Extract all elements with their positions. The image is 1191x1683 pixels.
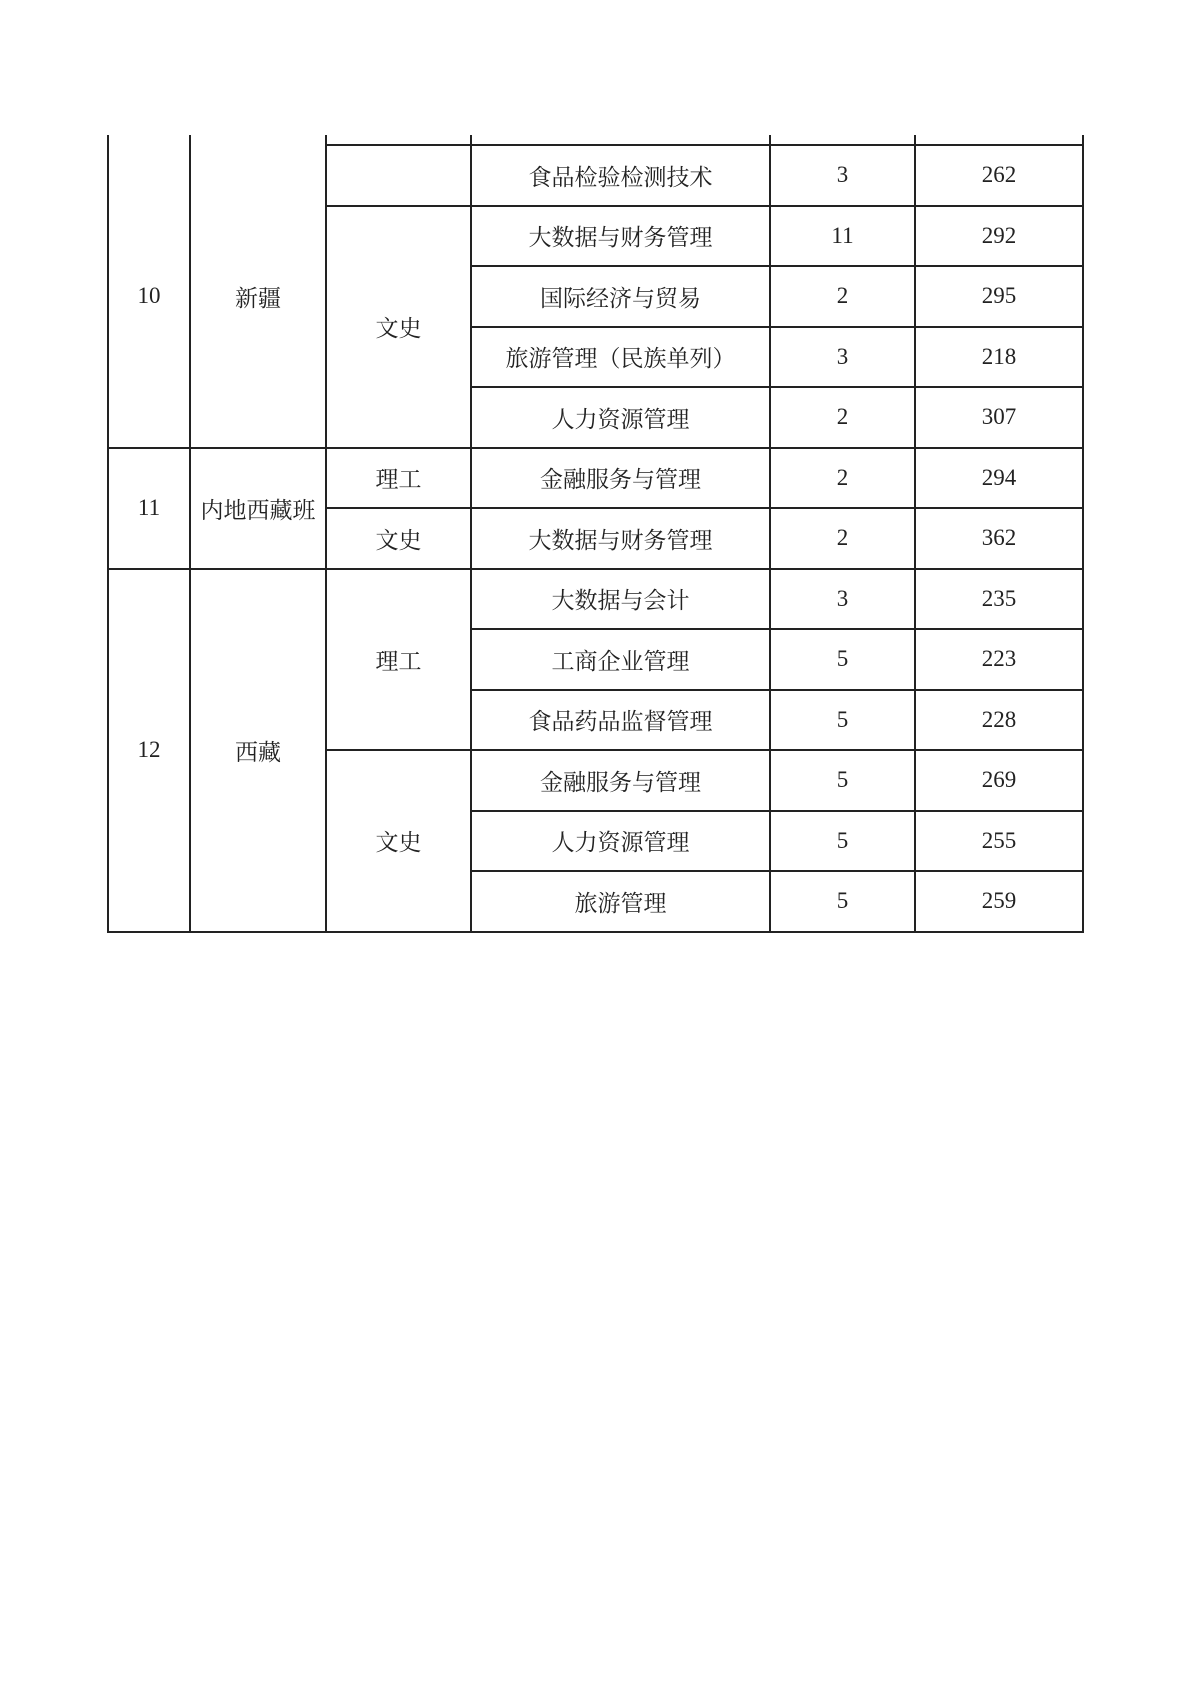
category-cell: 理工 — [375, 467, 422, 494]
count-cell: 5 — [836, 646, 849, 672]
count-cell: 5 — [836, 827, 849, 853]
count-cell: 5 — [836, 888, 849, 914]
category-cell: 文史 — [375, 316, 422, 342]
score-cell: 223 — [981, 646, 1017, 672]
major-cell: 人力资源管理 — [551, 830, 690, 857]
category-rule — [325, 931, 472, 933]
category-cell: 理工 — [375, 648, 422, 675]
major-cell: 金融服务与管理 — [540, 467, 701, 494]
major-cell: 国际经济与贸易 — [540, 285, 701, 312]
score-cell: 255 — [981, 827, 1017, 853]
score-cell: 228 — [981, 706, 1017, 732]
major-cell: 旅游管理 — [574, 890, 667, 917]
column-rule — [470, 135, 472, 933]
score-cell: 262 — [981, 162, 1017, 188]
row-index-cell: 12 — [137, 737, 161, 762]
score-cell: 235 — [981, 585, 1017, 611]
major-cell: 大数据与财务管理 — [528, 225, 713, 252]
category-cell — [326, 145, 471, 206]
major-cell: 食品检验检测技术 — [528, 164, 713, 191]
count-cell: 3 — [836, 585, 849, 611]
count-cell: 3 — [836, 162, 849, 188]
category-cell: 文史 — [375, 830, 422, 857]
column-rule — [189, 135, 191, 933]
region-cell: 内地西藏班 — [200, 497, 316, 524]
category-cell: 文史 — [375, 527, 422, 554]
region-cell: 新疆 — [235, 285, 281, 312]
major-cell: 金融服务与管理 — [540, 769, 701, 796]
score-cell: 294 — [981, 464, 1017, 490]
region-cell: 西藏 — [235, 739, 281, 766]
count-cell: 5 — [836, 706, 849, 732]
column-rule — [107, 135, 109, 933]
major-cell: 大数据与财务管理 — [528, 527, 713, 554]
row-index-cell: 11 — [137, 495, 161, 520]
column-rule — [325, 135, 327, 933]
score-cell: 259 — [981, 888, 1017, 914]
column-rule — [769, 135, 771, 933]
score-cell: 218 — [981, 343, 1017, 369]
count-cell: 2 — [836, 464, 849, 490]
count-cell: 5 — [836, 767, 849, 793]
row-index-cell: 10 — [137, 283, 161, 309]
group-rule — [107, 931, 327, 933]
column-rule — [1082, 135, 1084, 933]
count-cell: 2 — [836, 283, 849, 309]
row-rule — [470, 931, 1084, 933]
major-cell: 食品药品监督管理 — [528, 709, 713, 736]
count-cell: 11 — [831, 222, 854, 248]
score-cell: 295 — [981, 283, 1017, 309]
major-cell: 大数据与会计 — [551, 588, 690, 615]
count-cell: 3 — [836, 343, 849, 369]
count-cell: 2 — [836, 525, 849, 551]
score-cell: 269 — [981, 767, 1017, 793]
score-cell: 307 — [981, 404, 1017, 430]
score-cell: 292 — [981, 222, 1017, 248]
count-cell: 2 — [836, 404, 849, 430]
major-cell: 人力资源管理 — [551, 406, 690, 433]
major-cell: 旅游管理（民族单列） — [505, 346, 736, 373]
score-cell: 362 — [981, 525, 1017, 551]
column-rule — [914, 135, 916, 933]
major-cell: 工商企业管理 — [551, 648, 690, 675]
